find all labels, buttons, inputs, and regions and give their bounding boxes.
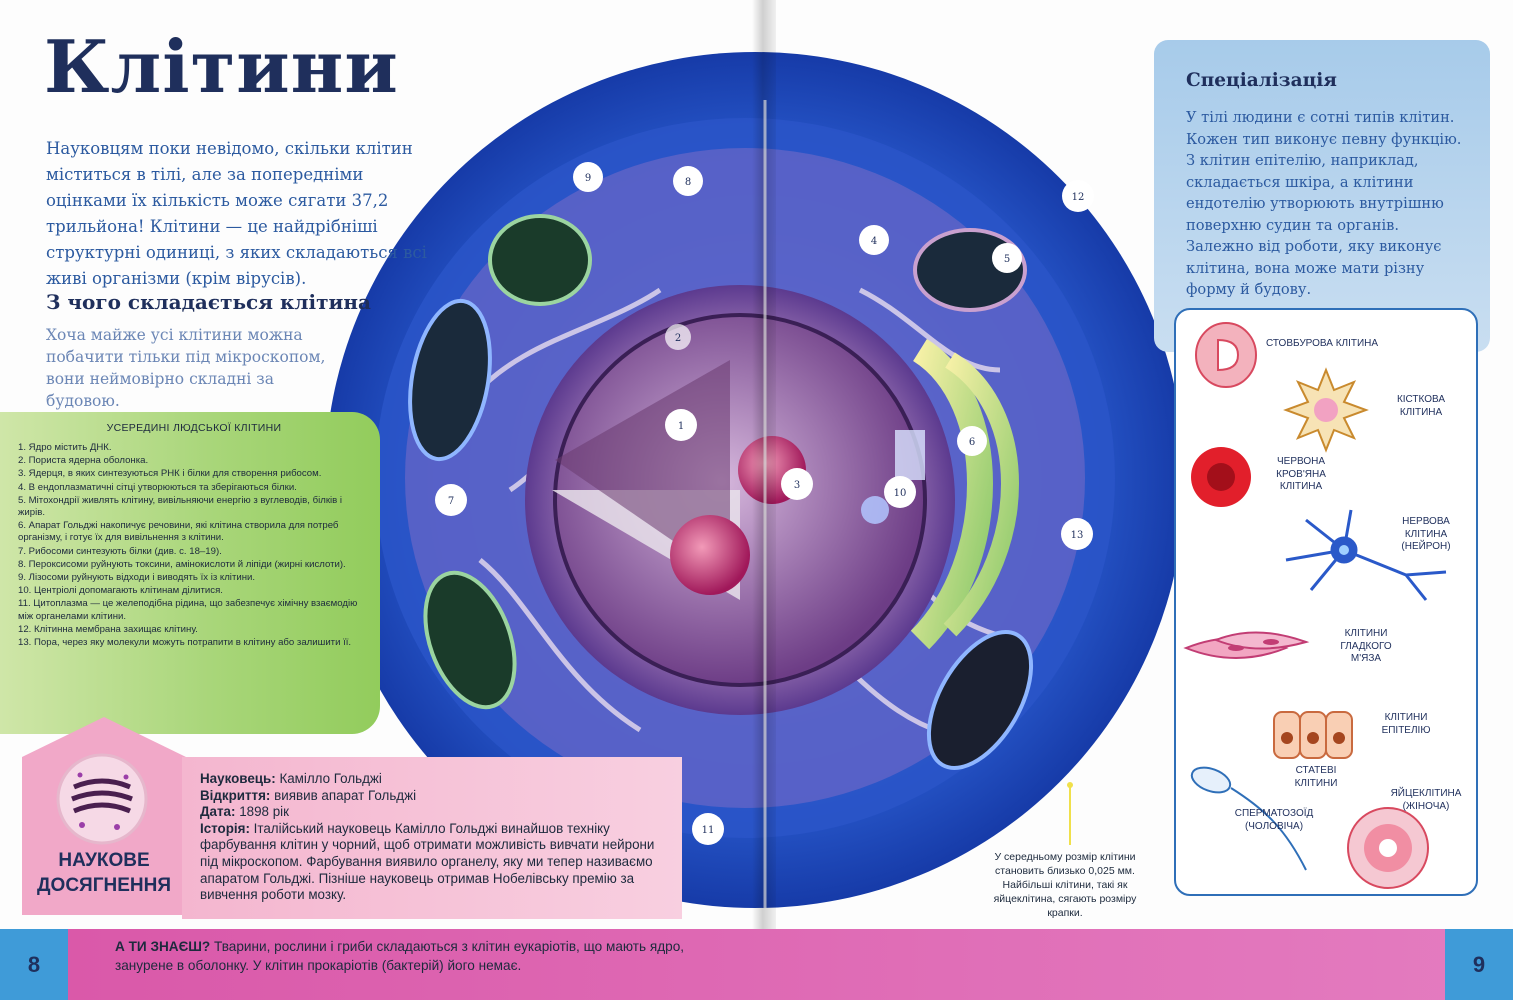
sex-label-1: СТАТЕВІ [1295,765,1337,776]
red-label-1: ЧЕРВОНА [1276,456,1325,467]
marker-13-text: 13 [1070,530,1084,541]
legend-item: 4. В ендоплазматичні сітці утворюються та зберігаються білки. [18,481,297,493]
cell-types-panel [1174,308,1478,896]
sex-cells-label [1276,765,1356,790]
bone-label-2: КЛІТИНА [1399,406,1443,418]
red-label-3: КЛІТИНА [1279,481,1323,492]
red-label-2: КРОВ'ЯНА [1276,468,1326,480]
page-number-left: 8 [0,929,68,1000]
legend-item: 8. Пероксисоми руйнують токсини, амінокислоти й ліпіди (жирні кислоти). [18,558,346,570]
epithelial-label [1366,712,1446,737]
specialization-text: У тілі людини є сотні типів клітин. Кожен тип виконує певну функцію. З клітин епітелію, наприклад, складається шкіра, а клітини ендотелію утворюють внутрішню поверхню судин та органів. Залежно від роботи, яку виконує клітина, вона може мати різну форму й будову. [1186,109,1462,298]
legend-item: 11. Цитоплазма — це желеподібна рідина, що забезпечує хімічну взаємодію між органелами клітини. [18,598,358,622]
marker-4-text: 4 [870,236,878,247]
achievement-label [28,848,180,898]
egg-label-1: ЯЙЦЕКЛІТИНА [1390,788,1462,799]
legend-item: 13. Пора, через яку молекули можуть потрапити в клітину або залишити її. [18,637,352,649]
legend-item: 10. Центріолі допомагають клітинам ділитися. [18,585,223,597]
sperm-label-2: (ЧОЛОВІЧА) [1244,820,1304,832]
page-number-right: 9 [1445,929,1513,1000]
legend-item: 2. Пориста ядерна оболонка. [18,455,149,467]
cell-size-note: У середньому розмір клітини становить близько 0,025 мм. Найбільші клітини, такі як яйцеклітина, сягають розміру крапки. [993,851,1137,919]
did-you-know-text: Тварини, рослини і гриби складаються з клітин еукаріотів, що мають ядро, занурене в оболонку. У клітин прокаріотів (бактерій) його немає. [115,939,685,973]
book-gutter [752,0,776,930]
sex-label-2: КЛІТИНИ [1294,777,1338,789]
history-value: Італійський науковець Камілло Гольджі винайшов техніку фарбування клітин у чорний, щоб отримати можливість вивчати нейрони під мікроскопом. Фарбування виявило органелу, яку ми тепер називаємо апаратом Гольджі. Пізніше науковець отримав Нобелівську премію за вивчення роботи мозку. [200,820,655,903]
scientist-value: Камілло Гольджі [279,771,382,786]
red-blood-label [1266,456,1336,494]
marker-9-text: 9 [584,173,592,184]
legend-item: 7. Рибосоми синтезують білки (див. с. 18–19). [18,545,222,557]
achievement-label-line1: НАУКОВЕ [58,850,150,871]
legend-list [18,442,370,649]
sperm-label-1: СПЕРМАТОЗОЇД [1234,808,1314,819]
sperm-cell-label [1224,808,1324,833]
legend-item: 1. Ядро містить ДНК. [18,442,112,453]
history-key: Історія: [200,820,250,836]
neuron-label [1386,516,1466,554]
egg-cell-label [1381,788,1471,813]
marker-10-text: 10 [893,488,907,499]
golgi-micrograph-icon [58,755,146,843]
date-value: 1898 рік [239,804,289,820]
section-heading: З чого складається клітина [46,290,371,314]
nerve-label-3: (НЕЙРОН) [1401,541,1451,552]
stem-cell-icon [1196,323,1256,387]
intro-paragraph: Науковцям поки невідомо, скільки клітин міститься в тілі, але за попередніми оцінками їх кількість може сягати 37,2 трильйона! Клітини — це найдрібніші структурні одиниці, з яких складаються всі живі організми (крім вірусів). [46,139,427,288]
egg-cell-icon [1348,808,1428,888]
marker-12-text: 12 [1071,192,1085,203]
marker-6-text: 6 [968,437,976,448]
legend-item: 6. Апарат Гольджі накопичує речовини, які клітина створила для потреб організму, і готує їх для вивільнення з клітини. [18,520,339,544]
marker-8-text: 8 [684,177,692,188]
marker-1-text: 1 [677,421,685,432]
red-blood-cell-icon [1191,447,1251,507]
nucleolus-2 [670,515,750,595]
date-key: Дата: [200,804,236,820]
discovery-value: виявив апарат Гольджі [274,787,417,803]
legend-item: 12. Клітинна мембрана захищає клітину. [18,623,198,635]
stem-cell-label: СТОВБУРОВА КЛІТИНА [1266,338,1379,349]
smooth-muscle-label [1326,628,1406,666]
smooth-label-2: ГЛАДКОГО [1340,640,1392,652]
did-you-know [115,937,695,975]
marker-7-text: 7 [447,496,455,507]
epithelial-cells-icon [1274,712,1352,758]
egg-label-2: (ЖІНОЧА) [1402,800,1450,812]
scientist-key: Науковець: [200,771,276,786]
bone-label-1: КІСТКОВА [1396,394,1446,405]
nerve-label-1: НЕРВОВА [1402,516,1450,527]
page-title: Клітини [44,24,399,109]
smooth-muscle-icon [1186,632,1306,658]
epi-label-1: КЛІТИНИ [1384,712,1428,723]
marker-11-text: 11 [701,825,715,836]
legend-item: 3. Ядерця, в яких синтезуються РНК і білки для створення рибосом. [18,468,322,480]
did-you-know-title: А ТИ ЗНАЄШ? [115,939,211,954]
discovery-key: Відкриття: [200,787,271,803]
smooth-label-3: М'ЯЗА [1350,653,1382,664]
legend-title: УСЕРЕДИНІ ЛЮДСЬКОЇ КЛІТИНИ [106,422,282,434]
bone-cell-label [1376,394,1466,419]
epi-label-2: ЕПІТЕЛІЮ [1381,724,1431,736]
marker-3-text: 3 [793,480,801,491]
section-paragraph: Хоча майже усі клітини можна побачити тільки під мікроскопом, вони неймовірно складні за будовою. [46,326,326,410]
marker-2-text: 2 [674,333,682,344]
marker-5-text: 5 [1003,254,1011,265]
achievement-panel [182,757,682,919]
specialization-box [1154,40,1490,352]
bone-cell-icon [1286,370,1366,450]
smooth-label-1: КЛІТИНИ [1344,628,1388,639]
legend-item: 9. Лізосоми руйнують відходи і виводять їх із клітини. [18,572,256,584]
achievement-label-line2: ДОСЯГНЕННЯ [37,875,171,896]
specialization-title: Спеціалізація [1186,70,1337,91]
nerve-label-2: КЛІТИНА [1404,528,1448,540]
legend-item: 5. Мітохондрії живлять клітину, вивільняючи енергію з вуглеводів, білків і жирів. [18,494,343,519]
cell-legend-box [0,412,380,734]
